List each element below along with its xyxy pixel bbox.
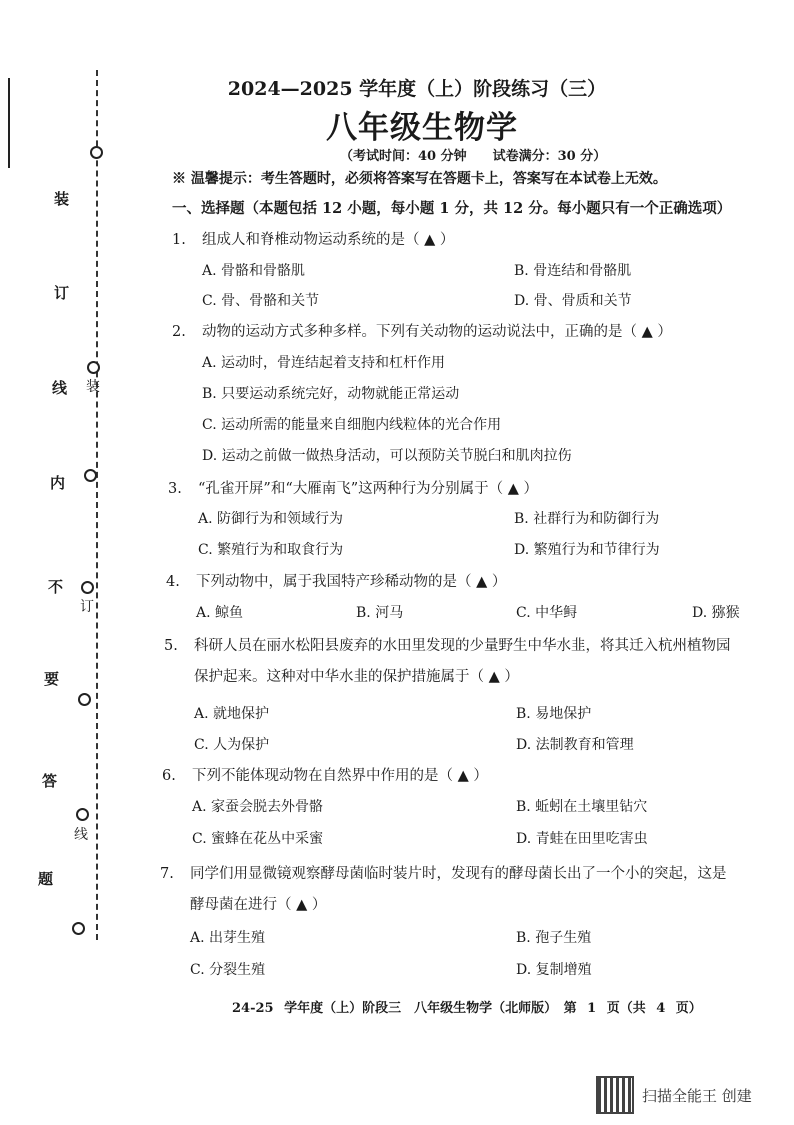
option-d: D. 骨、骨质和关节: [514, 293, 632, 309]
binding-char: 装: [54, 190, 70, 208]
question-number: 1.: [172, 232, 186, 248]
option-c: C. 蜜蜂在花丛中采蜜: [192, 831, 324, 847]
option-b: B. 骨连结和骨骼肌: [514, 263, 632, 279]
warm-tip: ※ 温馨提示：考生答题时，必须将答案写在答题卡上，答案写在本试卷上无效。: [172, 171, 667, 187]
option-d: D. 法制教育和管理: [516, 737, 634, 753]
binding-inner-char: 线: [74, 827, 88, 843]
question-stem: 下列不能体现动物在自然界中作用的是（ ▲ ）: [192, 768, 488, 784]
question-7: [160, 862, 727, 883]
option-c: C. 运动所需的能量来自细胞内线粒体的光合作用: [202, 417, 502, 433]
option-d: D. 猕猴: [692, 605, 740, 621]
question-5-line2: 保护起来。这种对中华水韭的保护措施属于（ ▲ ）: [194, 669, 519, 685]
binding-hole: [87, 361, 100, 374]
subject-title: 八年级生物学: [326, 110, 518, 146]
question-number: 3.: [168, 481, 182, 497]
binding-char: 答: [42, 772, 58, 790]
binding-inner-char: 装: [86, 379, 100, 395]
binding-hole: [72, 922, 85, 935]
question-6: [162, 764, 488, 785]
question-1: [172, 228, 454, 249]
option-c: C. 分裂生殖: [190, 962, 266, 978]
option-a: A. 骨骼和骨骼肌: [202, 263, 306, 279]
option-b: B. 河马: [356, 605, 404, 621]
binding-char: 题: [38, 870, 54, 888]
binding-hole: [78, 693, 91, 706]
option-d: D. 繁殖行为和节律行为: [514, 542, 660, 558]
option-b: B. 孢子生殖: [516, 930, 592, 946]
binding-char: 内: [50, 474, 66, 492]
binding-dashed-line: [96, 70, 98, 940]
option-a: A. 运动时，骨连结起着支持和杠杆作用: [202, 355, 446, 371]
page-footer: 24-25 学年度（上）阶段三 八年级生物学（北师版） 第 1 页（共 4 页）: [232, 1001, 702, 1016]
option-b: B. 蚯蚓在土壤里钻穴: [516, 799, 648, 815]
option-c: C. 人为保护: [194, 737, 270, 753]
question-stem: 科研人员在丽水松阳县废弃的水田里发现的少量野生中华水韭，将其迁入杭州植物园: [194, 638, 731, 654]
question-number: 6.: [162, 768, 176, 784]
binding-char: 要: [44, 670, 60, 688]
binding-char: 不: [48, 578, 64, 596]
qr-code-icon: [596, 1076, 634, 1114]
scanner-watermark: [596, 1076, 752, 1114]
option-d: D. 运动之前做一做热身活动，可以预防关节脱臼和肌肉拉伤: [202, 448, 572, 464]
option-b: B. 易地保护: [516, 706, 592, 722]
question-number: 7.: [160, 866, 174, 882]
question-stem: 组成人和脊椎动物运动系统的是（ ▲ ）: [202, 232, 455, 248]
binding-char: 订: [54, 284, 70, 302]
option-b: B. 社群行为和防御行为: [514, 511, 660, 527]
option-a: A. 出芽生殖: [190, 930, 266, 946]
binding-inner-char: 订: [80, 599, 94, 615]
question-2: [172, 320, 672, 341]
question-number: 4.: [166, 574, 180, 590]
binding-hole: [81, 581, 94, 594]
question-stem: 下列动物中，属于我国特产珍稀动物的是（ ▲ ）: [196, 574, 507, 590]
question-stem: 动物的运动方式多种多样。下列有关动物的运动说法中，正确的是（ ▲ ）: [202, 324, 672, 340]
option-c: C. 骨、骨骼和关节: [202, 293, 320, 309]
binding-hole: [76, 808, 89, 821]
binding-hole: [84, 469, 97, 482]
option-c: C. 中华鲟: [516, 605, 578, 621]
watermark-text: 扫描全能王 创建: [642, 1086, 752, 1105]
option-c: C. 繁殖行为和取食行为: [198, 542, 344, 558]
question-number: 2.: [172, 324, 186, 340]
binding-hole: [90, 146, 103, 159]
question-stem: “孔雀开屏”和“大雁南飞”这两种行为分别属于（ ▲ ）: [198, 481, 539, 497]
binding-char: 线: [52, 379, 68, 397]
exam-title: 2024—2025 学年度（上）阶段练习（三）: [227, 78, 607, 100]
question-stem: 同学们用显微镜观察酵母菌临时装片时，发现有的酵母菌长出了一个小的突起，这是: [190, 866, 727, 882]
option-d: D. 复制增殖: [516, 962, 592, 978]
question-number: 5.: [164, 638, 178, 654]
question-4: [166, 570, 506, 591]
option-a: A. 家蚕会脱去外骨骼: [192, 799, 324, 815]
question-7-line2: 酵母菌在进行（ ▲ ）: [190, 897, 327, 913]
option-a: A. 鲸鱼: [196, 605, 244, 621]
option-a: A. 就地保护: [194, 706, 270, 722]
option-d: D. 青蛙在田里吃害虫: [516, 831, 648, 847]
option-b: B. 只要运动系统完好，动物就能正常运动: [202, 386, 460, 402]
exam-info: （考试时间：40 分钟 试卷满分：30 分）: [340, 149, 607, 164]
question-3: [168, 477, 538, 498]
option-a: A. 防御行为和领域行为: [198, 511, 344, 527]
section-title: 一、选择题（本题包括 12 小题，每小题 1 分，共 12 分。每小题只有一个正确选项）: [172, 200, 732, 217]
question-5: [164, 634, 731, 655]
